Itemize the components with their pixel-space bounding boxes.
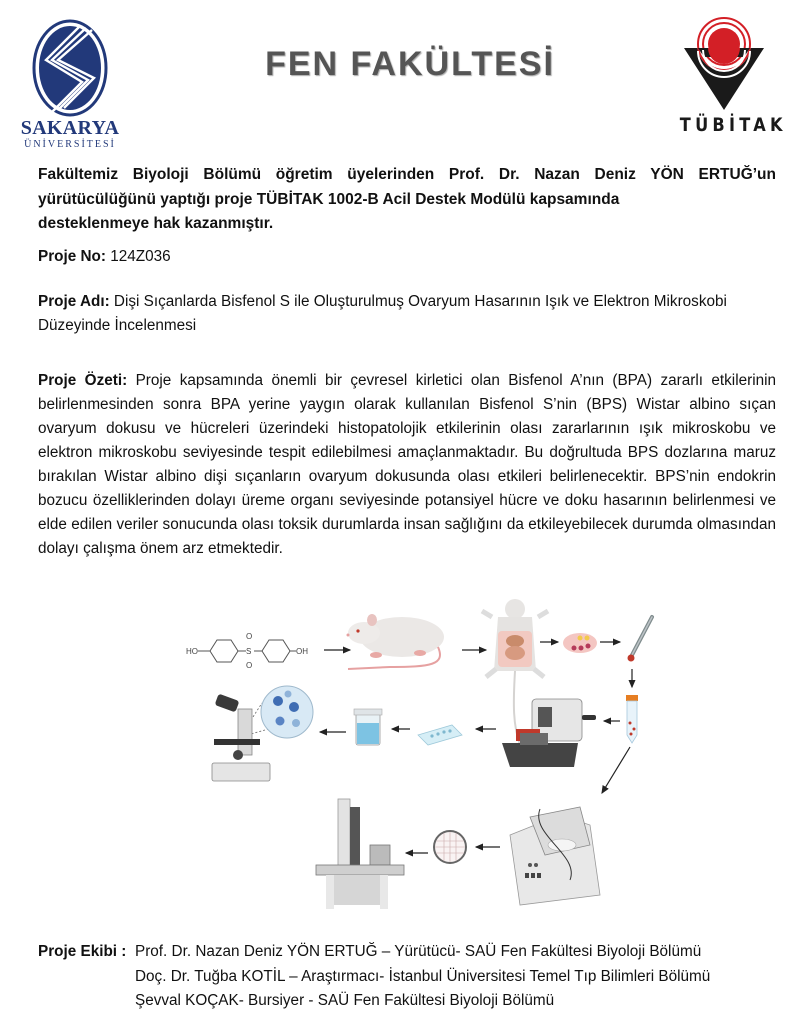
team-member: Şevval KOÇAK- Bursiyer - SAÜ Fen Fakültesi Biyoloji Bölümü — [135, 992, 555, 1009]
team-members-list — [135, 940, 795, 1014]
molecule-o-label: O — [246, 632, 253, 641]
microtome-illustration — [502, 699, 596, 767]
workflow-figure — [180, 595, 680, 925]
molecule-o-label: O — [246, 661, 253, 670]
announcement-text — [38, 163, 776, 237]
project-summary — [38, 369, 776, 561]
sample-tube-illustration — [626, 695, 638, 743]
tem-grid-illustration — [434, 831, 466, 863]
light-microscope-illustration — [212, 686, 313, 781]
announcement-line-end: desteklenmeye hak kazanmıştır. — [38, 215, 274, 232]
bisphenol-s-molecule — [186, 632, 308, 670]
ovary-illustration — [563, 633, 597, 653]
university-subtitle: ÜNİVERSİTESİ — [24, 139, 116, 150]
sakarya-university-logo — [20, 14, 120, 150]
university-name: SAKARYA — [20, 117, 120, 139]
tubitak-logo — [672, 14, 787, 140]
arrow — [602, 747, 630, 793]
funder-name: TÜBİTAK — [679, 114, 787, 136]
ultramicrotome-illustration — [510, 807, 600, 905]
team-member: Prof. Dr. Nazan Deniz YÖN ERTUĞ – Yürütücü- SAÜ Fen Fakültesi Biyoloji Bölümü — [135, 943, 702, 960]
rat-illustration — [347, 614, 445, 669]
team-member: Doç. Dr. Tuğba KOTİL – Araştırmacı- İstanbul Üniversitesi Temel Tıp Bilimleri Bölümü — [135, 967, 711, 985]
sakarya-emblem-icon — [32, 18, 108, 118]
project-number-value: 124Z036 — [106, 248, 171, 265]
announcement-line: Fakültemiz Biyoloji Bölümü öğretim üyelerinden Prof. Dr. Nazan Deniz YÖN ERTUĞ’un yürütücülüğünü yaptığı proje TÜBİTAK 1002-B Acil Destek Modülü kapsamında — [38, 166, 776, 208]
project-number-label: Proje No: — [38, 248, 106, 265]
page-title: FEN FAKÜLTESİ — [265, 45, 555, 83]
forceps-illustration — [628, 617, 653, 662]
project-summary-value: Proje kapsamında önemli bir çevresel kirletici olan Bisfenol A’nın (BPA) zararlı etkilerinin belirlenmesinden sonra BPA yerine yaygın olarak kullanılan Bisfenol S’nin (BPS) Wistar albino sıçan ovaryum dokusu ve hücreleri üzerindeki histopatolojik etkilerinin olası zararlarının ışık mikroskobu ve elektron mikroskobu seviyesinde tespit edilebilmesi amaçlanmaktadır. Bu doğrultuda BPS dozlarına maruz bırakılan Wistar albino dişi sıçanların ovaryum dokusunda olası etkileri belirlenecektir. BPS’nin endokrin bozucu özelliklerinden dolayı üreme organı seviyesinde potansiyel hücre ve doku hasarının belirlenmesi ve elde edilen veriler sonucunda olası toksik durumlarda insan sağlığını da etkileyebilecek durumda olmasından dolayı çalışma önem arz etmektedir. — [38, 372, 777, 557]
slide-illustration — [418, 725, 462, 745]
project-name — [38, 290, 776, 338]
molecule-s-label: S — [246, 647, 252, 656]
project-team-label: Proje Ekibi : — [38, 943, 127, 960]
electron-microscope-illustration — [316, 799, 404, 909]
staining-jar-illustration — [354, 709, 382, 745]
molecule-ho-label: HO — [186, 647, 198, 656]
project-summary-label: Proje Özeti: — [38, 372, 128, 389]
tubitak-emblem-icon — [682, 14, 766, 114]
molecule-oh-label: OH — [296, 647, 308, 656]
project-name-value: Dişi Sıçanlarda Bisfenol S ile Oluşturulmuş Ovaryum Hasarının Işık ve Elektron Mikroskobi Düzeyinde İncelenmesi — [38, 293, 727, 334]
project-number — [38, 245, 776, 269]
project-name-label: Proje Adı: — [38, 293, 110, 310]
